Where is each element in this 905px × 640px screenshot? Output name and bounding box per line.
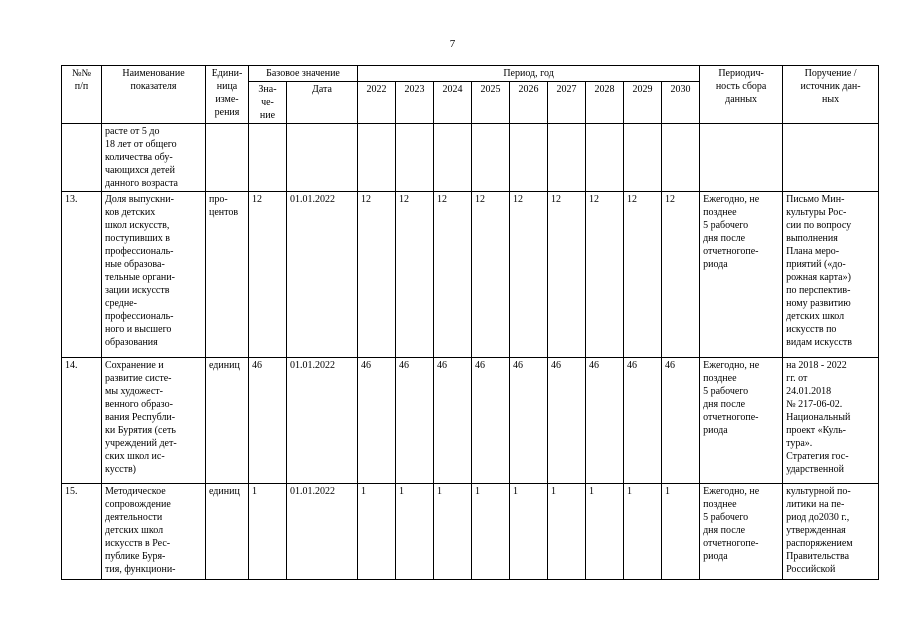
row-name: расте от 5 до 18 лет от общего количества обу- чающихся детей данного возраста (102, 124, 206, 192)
row-name: Методическое сопровождение деятельности детских школ искусств в Рес- публике Буря- тия, функциони- (102, 484, 206, 580)
row-unit (206, 124, 249, 192)
row-year-value: 12 (434, 192, 472, 358)
row-year-value: 46 (510, 358, 548, 484)
row-year-value: 1 (396, 484, 434, 580)
row-year-value: 12 (662, 192, 700, 358)
row-year-value: 1 (548, 484, 586, 580)
table-row (62, 358, 879, 484)
row-base-value: 1 (249, 484, 287, 580)
row-year-value: 12 (624, 192, 662, 358)
row-year-value: 46 (434, 358, 472, 484)
row-year-value (624, 124, 662, 192)
indicators-table (61, 65, 879, 580)
row-year-value: 1 (358, 484, 396, 580)
row-year-value (434, 124, 472, 192)
row-source (783, 124, 879, 192)
row-year-value: 46 (396, 358, 434, 484)
row-source: на 2018 - 2022 гг. от 24.01.2018 № 217-06-02. Национальный проект «Куль- тура». Стратегия гос- ударственной (783, 358, 879, 484)
row-name: Доля выпускни- ков детских школ искусств, поступивших в профессиональ- ные образова- тельные органи- зации искусств средне- профессиональ- ного и высшего образования (102, 192, 206, 358)
row-periodicity: Ежегодно, не позднее 5 рабочего дня после отчетногопе- риода (700, 484, 783, 580)
row-base-date (287, 124, 358, 192)
row-num: 14. (62, 358, 102, 484)
row-num (62, 124, 102, 192)
row-base-date: 01.01.2022 (287, 484, 358, 580)
header-year: 2024 (434, 82, 472, 124)
header-base: Базовое значение (249, 66, 358, 82)
row-num: 15. (62, 484, 102, 580)
row-year-value (510, 124, 548, 192)
row-year-value: 1 (624, 484, 662, 580)
row-year-value: 1 (586, 484, 624, 580)
header-base-date: Дата (287, 82, 358, 124)
row-year-value: 1 (510, 484, 548, 580)
header-year: 2025 (472, 82, 510, 124)
row-year-value: 12 (548, 192, 586, 358)
row-year-value: 46 (358, 358, 396, 484)
header-year: 2029 (624, 82, 662, 124)
row-year-value (472, 124, 510, 192)
header-source: Поручение / источник дан- ных (783, 66, 879, 124)
row-year-value (662, 124, 700, 192)
row-year-value: 12 (586, 192, 624, 358)
table-row (62, 124, 879, 192)
row-year-value: 12 (472, 192, 510, 358)
row-unit: единиц (206, 484, 249, 580)
header-periodicity: Периодич- ность сбора данных (700, 66, 783, 124)
header-year: 2026 (510, 82, 548, 124)
table-row (62, 484, 879, 580)
table-row (62, 192, 879, 358)
row-unit: единиц (206, 358, 249, 484)
row-year-value (548, 124, 586, 192)
row-year-value: 1 (434, 484, 472, 580)
row-year-value: 12 (510, 192, 548, 358)
row-year-value (586, 124, 624, 192)
row-year-value (358, 124, 396, 192)
row-year-value: 12 (358, 192, 396, 358)
row-num: 13. (62, 192, 102, 358)
header-year: 2027 (548, 82, 586, 124)
row-base-value: 12 (249, 192, 287, 358)
row-source: Письмо Мин- культуры Рос- сии по вопросу выполнения Плана меро- приятий («до- рожная карта») по перспектив- ному развитию детских школ искусств по видам искусств (783, 192, 879, 358)
row-year-value (396, 124, 434, 192)
row-unit: про- центов (206, 192, 249, 358)
row-base-date: 01.01.2022 (287, 358, 358, 484)
header-num: №№ п/п (62, 66, 102, 124)
row-periodicity (700, 124, 783, 192)
header-year: 2023 (396, 82, 434, 124)
row-name: Сохранение и развитие систе- мы художест- венного образо- вания Республи- ки Бурятия (сеть учреждений дет- ских школ ис- кусств) (102, 358, 206, 484)
header-period: Период, год (358, 66, 700, 82)
row-year-value: 12 (396, 192, 434, 358)
row-base-value: 46 (249, 358, 287, 484)
header-year: 2028 (586, 82, 624, 124)
header-row-1 (62, 66, 879, 82)
header-unit: Едини- ница изме- рения (206, 66, 249, 124)
row-year-value: 46 (624, 358, 662, 484)
header-base-value: Зна- че- ние (249, 82, 287, 124)
row-source: культурной по- литики на пе- риод до2030 г., утвержденная распоряжением Правительства Российской (783, 484, 879, 580)
row-year-value: 1 (662, 484, 700, 580)
row-year-value: 46 (586, 358, 624, 484)
row-year-value: 46 (472, 358, 510, 484)
row-base-value (249, 124, 287, 192)
row-base-date: 01.01.2022 (287, 192, 358, 358)
page-number: 7 (449, 38, 456, 50)
header-year: 2030 (662, 82, 700, 124)
row-year-value: 46 (548, 358, 586, 484)
row-periodicity: Ежегодно, не позднее 5 рабочего дня после отчетногопе- риода (700, 192, 783, 358)
row-year-value: 1 (472, 484, 510, 580)
row-periodicity: Ежегодно, не позднее 5 рабочего дня после отчетногопе- риода (700, 358, 783, 484)
header-name: Наименование показателя (102, 66, 206, 124)
row-year-value: 46 (662, 358, 700, 484)
header-year: 2022 (358, 82, 396, 124)
